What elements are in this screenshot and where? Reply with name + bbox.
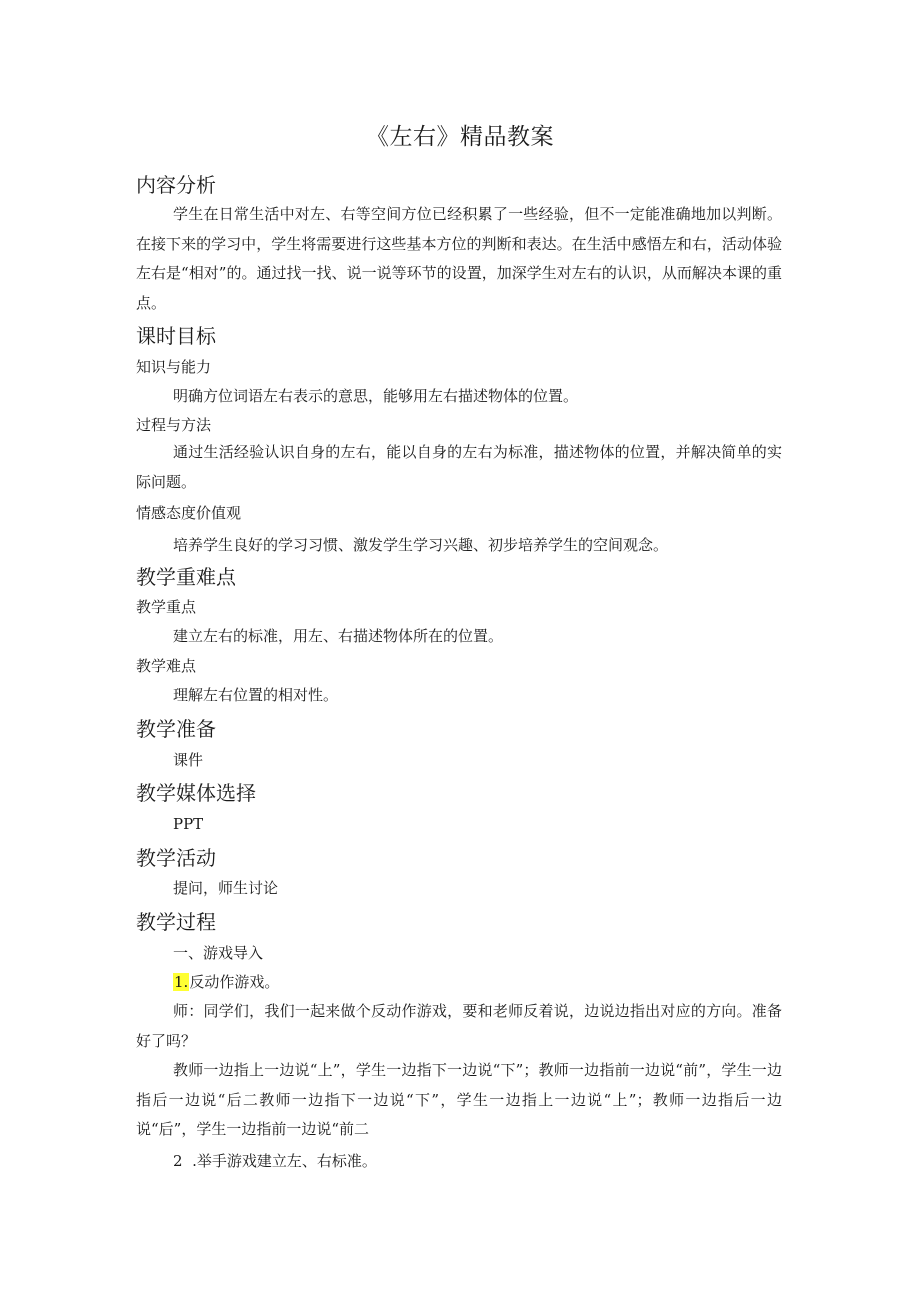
content-analysis-paragraph: 学生在日常生活中对左、右等空间方位已经积累了一些经验，但不一定能准确地加以判断。在接下来的学习中，学生将需要进行这些基本方位的判断和表达。在生活中感悟左和右，活动体验左右是“相对”的。通过找一找、说一说等环节的设置，加深学生对左右的认识，从而解决本课的重点。 [136, 205, 782, 312]
heading-key-points: 教学重难点 [136, 565, 236, 589]
focus-text: 建立左右的标准，用左、右描述物体所在的位置。 [173, 627, 504, 645]
item2-text: .举手游戏建立左、右标准。 [192, 1152, 377, 1170]
item2-number: 2 [173, 1152, 183, 1170]
media-text: PPT [173, 815, 204, 833]
goal-emotion-text: 培养学生良好的学习习惯、激发学生学习兴趣、初步培养学生的空间观念。 [173, 536, 669, 554]
difficulty-text: 理解左右位置的相对性。 [173, 686, 339, 704]
activity-text: 提问，师生讨论 [173, 879, 279, 897]
heading-process: 教学过程 [136, 910, 216, 934]
goal-emotion-label: 情感态度价值观 [136, 504, 242, 522]
heading-content-analysis: 内容分析 [136, 173, 216, 197]
item1-number-highlight: 1. [174, 973, 189, 991]
process-para2: 教师一边指上一边说“上”，学生一边指下一边说“下”；教师一边指前一边说“前”，学生一边指后一边说“后二教师一边指下一边说“下”，学生一边指上一边说“上”；教师一边指后一边说“后”，学生一边指前一边说“前二 [136, 1061, 782, 1138]
heading-media: 教学媒体选择 [136, 781, 256, 805]
goal-process-text: 通过生活经验认识自身的左右，能以自身的左右为标准，描述物体的位置，并解决简单的实际问题。 [136, 443, 782, 491]
goal-knowledge-text: 明确方位词语左右表示的意思，能够用左右描述物体的位置。 [173, 387, 579, 405]
document-title: 《左右》精品教案 [366, 124, 554, 150]
process-item1 [173, 972, 279, 992]
heading-activity: 教学活动 [136, 846, 216, 870]
heading-goals: 课时目标 [136, 324, 216, 348]
goal-knowledge-label: 知识与能力 [136, 358, 212, 376]
focus-label: 教学重点 [136, 598, 197, 616]
item1-text: 反动作游戏。 [189, 973, 280, 991]
preparation-text: 课件 [173, 751, 204, 769]
process-para1: 师：同学们，我们一起来做个反动作游戏，要和老师反着说，边说边指出对应的方向。准备好了吗？ [136, 1002, 782, 1050]
difficulty-label: 教学难点 [136, 657, 197, 675]
process-item2 [173, 1151, 377, 1171]
goal-process-label: 过程与方法 [136, 416, 212, 434]
heading-preparation: 教学准备 [136, 717, 216, 741]
process-step1: 一、游戏导入 [173, 944, 264, 962]
